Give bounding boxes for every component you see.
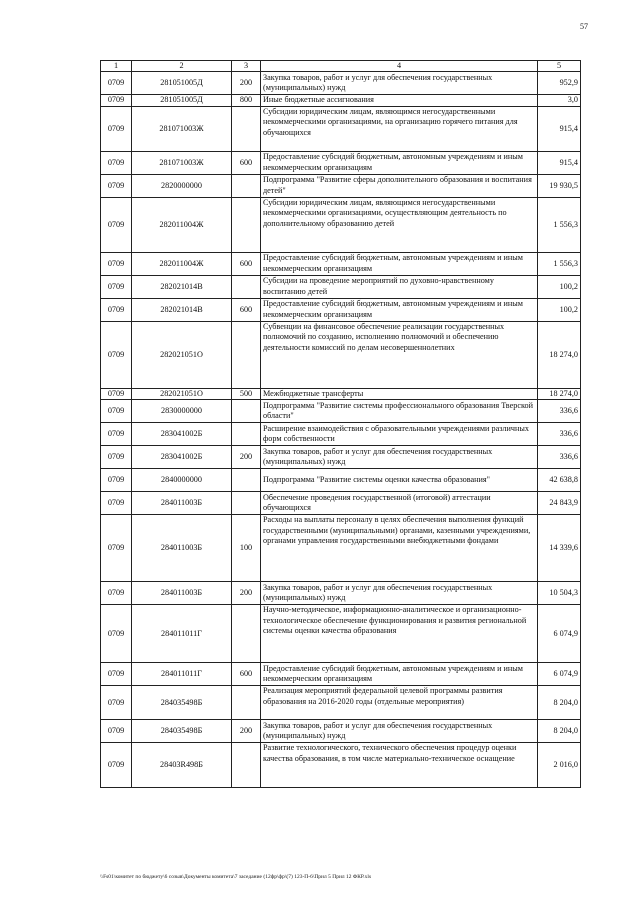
section-code-cell: 0709 (101, 492, 132, 515)
target-article-cell: 284011011Г (132, 663, 232, 686)
header-col-2: 2 (132, 61, 232, 72)
expense-type-cell (232, 469, 261, 492)
item-name-cell: Закупка товаров, работ и услуг для обеспечения государственных (муниципальных) нужд (261, 446, 538, 469)
expense-type-cell (232, 106, 261, 151)
section-code-cell: 0709 (101, 663, 132, 686)
amount-cell: 2 016,0 (538, 743, 581, 788)
expense-type-cell: 200 (232, 72, 261, 95)
amount-cell: 915,4 (538, 151, 581, 174)
item-name-cell: Расширение взаимодействия с образовательными учреждениями различных форм собственности (261, 423, 538, 446)
item-name-cell: Закупка товаров, работ и услуг для обеспечения государственных (муниципальных) нужд (261, 72, 538, 95)
section-code-cell: 0709 (101, 321, 132, 388)
amount-cell: 8 204,0 (538, 720, 581, 743)
item-name-cell: Обеспечение проведения государственной (итоговой) аттестации обучающихся (261, 492, 538, 515)
expense-type-cell (232, 400, 261, 423)
target-article-cell: 281051005Д (132, 72, 232, 95)
section-code-cell: 0709 (101, 743, 132, 788)
table-row (101, 388, 581, 399)
item-name-cell: Реализация мероприятий федеральной целевой программы развития образования на 2016-2020 годы (отдельные мероприятия) (261, 686, 538, 720)
table-row (101, 663, 581, 686)
item-name-cell: Иные бюджетные ассигнования (261, 95, 538, 106)
item-name-cell: Субсидии юридическим лицам, являющимся негосударственными некоммерческими организациями, осуществляющим деятельность по дополнительному образованию детей (261, 197, 538, 252)
expense-type-cell: 100 (232, 515, 261, 582)
table-row (101, 95, 581, 106)
table-row (101, 686, 581, 720)
table-header-row (101, 61, 581, 72)
section-code-cell: 0709 (101, 197, 132, 252)
item-name-cell: Развитие технологического, технического обеспечения процедур оценки качества образования, в том числе материально-техническое оснащение (261, 743, 538, 788)
amount-cell: 18 274,0 (538, 388, 581, 399)
target-article-cell: 284011003Б (132, 582, 232, 605)
target-article-cell: 2820000000 (132, 174, 232, 197)
expense-type-cell (232, 743, 261, 788)
expense-type-cell: 200 (232, 582, 261, 605)
table-row (101, 197, 581, 252)
section-code-cell: 0709 (101, 174, 132, 197)
section-code-cell: 0709 (101, 686, 132, 720)
expense-type-cell: 200 (232, 720, 261, 743)
amount-cell: 1 556,3 (538, 252, 581, 275)
amount-cell: 10 504,3 (538, 582, 581, 605)
item-name-cell: Предоставление субсидий бюджетным, автономным учреждениям и иным некоммерческим организациям (261, 252, 538, 275)
table-row (101, 298, 581, 321)
expense-type-cell (232, 275, 261, 298)
target-article-cell: 282021014В (132, 298, 232, 321)
section-code-cell: 0709 (101, 720, 132, 743)
amount-cell: 19 930,5 (538, 174, 581, 197)
amount-cell: 6 074,9 (538, 663, 581, 686)
amount-cell: 1 556,3 (538, 197, 581, 252)
amount-cell: 915,4 (538, 106, 581, 151)
item-name-cell: Закупка товаров, работ и услуг для обеспечения государственных (муниципальных) нужд (261, 720, 538, 743)
expense-type-cell (232, 174, 261, 197)
target-article-cell: 284035498Б (132, 720, 232, 743)
table-row (101, 321, 581, 388)
amount-cell: 336,6 (538, 423, 581, 446)
expense-type-cell: 600 (232, 298, 261, 321)
expense-type-cell (232, 686, 261, 720)
table-row (101, 400, 581, 423)
file-path-footer: \\Fs01\комитет по бюджету\6 созыв\Документы комитета\7 заседание (12фр\фр\(7) 123-П-6\Прил 5 Прил 12 ФКР.xls (100, 874, 372, 880)
table-row (101, 72, 581, 95)
target-article-cell: 281071003Ж (132, 106, 232, 151)
table-row (101, 423, 581, 446)
section-code-cell: 0709 (101, 400, 132, 423)
target-article-cell: 282021051О (132, 388, 232, 399)
amount-cell: 100,2 (538, 298, 581, 321)
page-number: 57 (580, 22, 588, 31)
section-code-cell: 0709 (101, 446, 132, 469)
expense-type-cell (232, 605, 261, 663)
target-article-cell: 283041002Б (132, 423, 232, 446)
expense-type-cell: 200 (232, 446, 261, 469)
table-row (101, 252, 581, 275)
table-row (101, 743, 581, 788)
target-article-cell: 284011003Б (132, 492, 232, 515)
amount-cell: 8 204,0 (538, 686, 581, 720)
target-article-cell: 284035498Б (132, 686, 232, 720)
item-name-cell: Предоставление субсидий бюджетным, автономным учреждениям и иным некоммерческим организациям (261, 151, 538, 174)
item-name-cell: Предоставление субсидий бюджетным, автономным учреждениям и иным некоммерческим организациям (261, 298, 538, 321)
header-col-4: 4 (261, 61, 538, 72)
expense-type-cell: 500 (232, 388, 261, 399)
amount-cell: 6 074,9 (538, 605, 581, 663)
section-code-cell: 0709 (101, 275, 132, 298)
item-name-cell: Расходы на выплаты персоналу в целях обеспечения выполнения функций государственными (муниципальными) органами, казенными учреждениями, органами управления государственными внебюджетными фондами (261, 515, 538, 582)
target-article-cell: 2830000000 (132, 400, 232, 423)
section-code-cell: 0709 (101, 95, 132, 106)
expense-type-cell: 600 (232, 252, 261, 275)
section-code-cell: 0709 (101, 515, 132, 582)
item-name-cell: Субвенции на финансовое обеспечение реализации государственных полномочий по созданию, исполнению полномочий и обеспечению деятельности комиссий по делам несовершеннолетних (261, 321, 538, 388)
target-article-cell: 281071003Ж (132, 151, 232, 174)
amount-cell: 14 339,6 (538, 515, 581, 582)
header-col-3: 3 (232, 61, 261, 72)
section-code-cell: 0709 (101, 72, 132, 95)
section-code-cell: 0709 (101, 605, 132, 663)
budget-table (100, 60, 581, 788)
header-col-5: 5 (538, 61, 581, 72)
table-row (101, 492, 581, 515)
table-row (101, 582, 581, 605)
target-article-cell: 2840000000 (132, 469, 232, 492)
amount-cell: 3,0 (538, 95, 581, 106)
section-code-cell: 0709 (101, 469, 132, 492)
expense-type-cell: 600 (232, 151, 261, 174)
table-row (101, 515, 581, 582)
target-article-cell: 283041002Б (132, 446, 232, 469)
table-row (101, 446, 581, 469)
item-name-cell: Закупка товаров, работ и услуг для обеспечения государственных (муниципальных) нужд (261, 582, 538, 605)
section-code-cell: 0709 (101, 151, 132, 174)
table-row (101, 469, 581, 492)
amount-cell: 336,6 (538, 446, 581, 469)
item-name-cell: Подпрограмма "Развитие системы профессионального образования Тверской области" (261, 400, 538, 423)
amount-cell: 336,6 (538, 400, 581, 423)
header-col-1: 1 (101, 61, 132, 72)
section-code-cell: 0709 (101, 388, 132, 399)
item-name-cell: Субсидии на проведение мероприятий по духовно-нравственному воспитанию детей (261, 275, 538, 298)
target-article-cell: 281051005Д (132, 95, 232, 106)
section-code-cell: 0709 (101, 106, 132, 151)
amount-cell: 18 274,0 (538, 321, 581, 388)
expense-type-cell: 600 (232, 663, 261, 686)
target-article-cell: 284011003Б (132, 515, 232, 582)
table-row (101, 151, 581, 174)
item-name-cell: Подпрограмма "Развитие сферы дополнительного образования и воспитания детей" (261, 174, 538, 197)
item-name-cell: Научно-методическое, информационно-аналитическое и организационно-технологическое обеспечение функционирования и развития региональной системы оценки качества образования (261, 605, 538, 663)
target-article-cell: 282021014В (132, 275, 232, 298)
target-article-cell: 28403R498Б (132, 743, 232, 788)
expense-type-cell (232, 321, 261, 388)
section-code-cell: 0709 (101, 423, 132, 446)
amount-cell: 42 638,8 (538, 469, 581, 492)
table-row (101, 174, 581, 197)
target-article-cell: 282011004Ж (132, 252, 232, 275)
section-code-cell: 0709 (101, 252, 132, 275)
target-article-cell: 282011004Ж (132, 197, 232, 252)
section-code-cell: 0709 (101, 582, 132, 605)
amount-cell: 100,2 (538, 275, 581, 298)
table-row (101, 275, 581, 298)
table-row (101, 605, 581, 663)
expense-type-cell (232, 423, 261, 446)
item-name-cell: Предоставление субсидий бюджетным, автономным учреждениям и иным некоммерческим организациям (261, 663, 538, 686)
table-row (101, 720, 581, 743)
target-article-cell: 282021051О (132, 321, 232, 388)
item-name-cell: Субсидии юридическим лицам, являющимся негосударственными некоммерческими организациями, на организацию горячего питания для обучающихся (261, 106, 538, 151)
table-row (101, 106, 581, 151)
expense-type-cell (232, 492, 261, 515)
expense-type-cell: 800 (232, 95, 261, 106)
expense-type-cell (232, 197, 261, 252)
amount-cell: 24 843,9 (538, 492, 581, 515)
amount-cell: 952,9 (538, 72, 581, 95)
section-code-cell: 0709 (101, 298, 132, 321)
item-name-cell: Межбюджетные трансферты (261, 388, 538, 399)
target-article-cell: 284011011Г (132, 605, 232, 663)
item-name-cell: Подпрограмма "Развитие системы оценки качества образования" (261, 469, 538, 492)
